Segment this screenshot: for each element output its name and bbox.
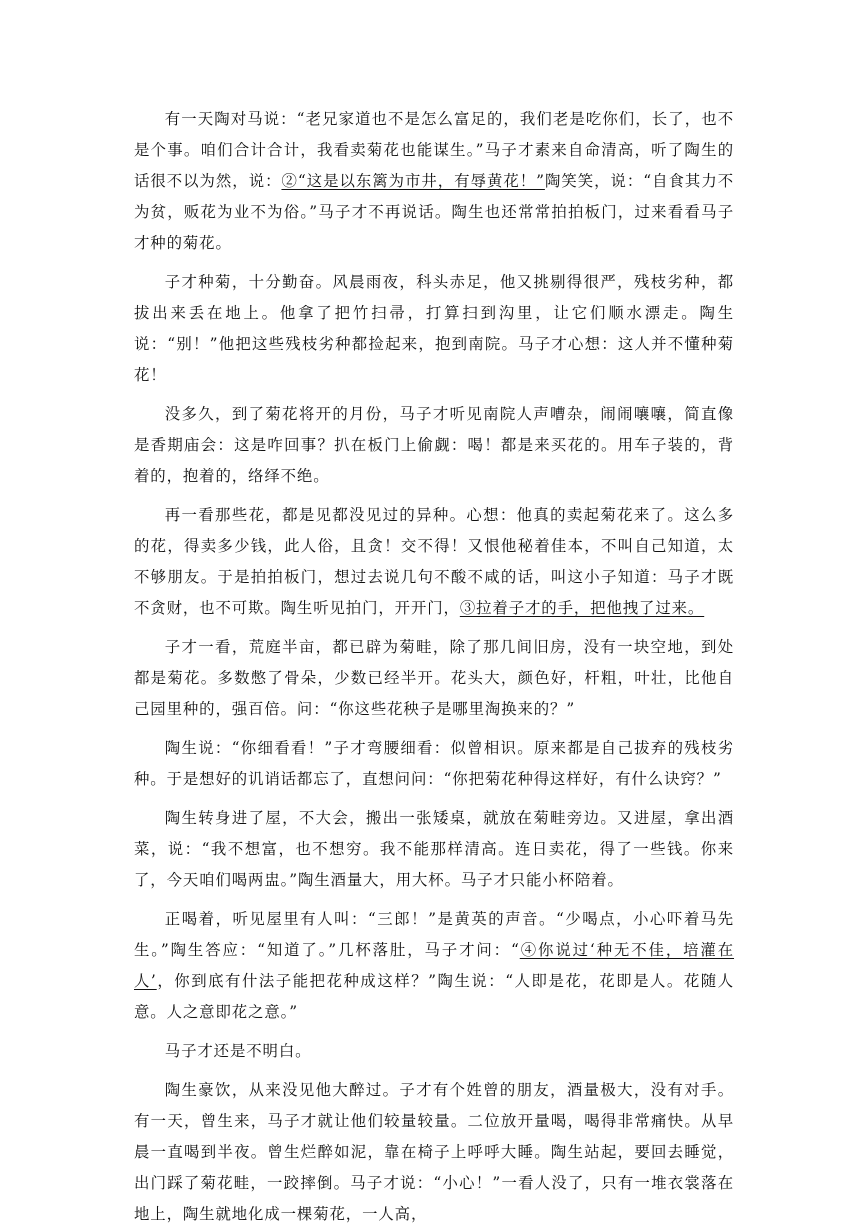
paragraph-5 [134,632,734,725]
paragraph-6 [134,733,734,795]
text-run: 没多久，到了菊花将开的月份，马子才听见南院人声嘈杂，闹闹嚷嚷，简直像是香期庙会：这是咋回事？扒在板门上偷觑：喝！都是来买花的。用车子装的，背着的，抱着的，络绎不绝。 [134,405,734,485]
paragraph-10 [134,1075,734,1230]
text-run: 有一天陶对马说：“老兄家道也不是怎么富足的，我们老是吃你们，长了，也不是个事。咱们合计合计，我看卖菊花也能谋生。”马子才素来自命清高，听了陶生的话很不以为然，说： [134,110,734,190]
text-run: 子才一看，荒庭半亩，都已辟为菊畦，除了那几间旧房，没有一块空地，到处都是菊花。多数憋了骨朵，少数已经半开。花头大，颜色好，杆粗，叶壮，比他自己园里种的，强百倍。问：“你这些花秧子是哪里淘换来的？” [134,638,734,718]
text-run: 陶生转身进了屋，不大会，搬出一张矮桌，就放在菊畦旁边。又进屋，拿出酒菜，说：“我不想富，也不想穷。我不能那样清高。连日卖花，得了一些钱。你来了，今天咱们喝两盅。”陶生酒量大，用大杯。马子才只能小杯陪着。 [134,809,734,889]
paragraph-1 [134,104,734,259]
text-run: ，你到底有什法子能把花种成这样？”陶生说：“人即是花，花即是人。花随人意。人之意即花之意。” [134,972,734,1021]
text-run: 马子才还是不明白。 [164,1042,312,1060]
paragraph-8 [134,904,734,1028]
text-run: 正喝着，听见屋里有人叫：“三郎！”是黄英的声音。“少喝点，小心吓着马先生。”陶生答应：“知道了。”几杯落肚，马子才问：“ [134,910,734,959]
text-run: 再一看那些花，都是见都没见过的异种。心想：他真的卖起菊花来了。这么多的花，得卖多少钱，此人俗，且贪！交不得！又恨他秘着佳本，不叫自己知道，太不够朋友。于是拍拍板门，想过去说几句不酸不咸的话，叫这小子知道：马子才既不贪财，也不可欺。陶生听见拍门，开开门， [134,506,734,617]
text-run: 陶生说：“你细看看！”子才弯腰细看：似曾相识。原来都是自己拔弃的残枝劣种。于是想好的讥诮话都忘了，直想问问：“你把菊花种得这样好，有什么诀窍？” [134,739,734,788]
text-run: 陶笑笑，说：“自食其力不为贫，贩花为业不为俗。”马子才不再说话。陶生也还常常拍拍板门，过来看看马子才种的菊花。 [134,172,734,252]
text-run: 子才种菊，十分勤奋。风晨雨夜，科头赤足，他又挑剔得很严，残枝劣种，都拔出来丢在地上。他拿了把竹扫帚，打算扫到沟里，让它们顺水漂走。陶生说：“别！”他把这些残枝劣种都捡起来，抱到南院。马子才心想：这人并不懂种菊花！ [134,273,734,384]
paragraph-7 [134,803,734,896]
paragraph-9 [134,1036,734,1067]
underlined-sentence-2: ②“这是以东篱为市井，有辱黄花！” [281,172,545,190]
paragraph-2 [134,267,734,391]
text-run: 陶生豪饮，从来没见他大醉过。子才有个姓曾的朋友，酒量极大，没有对手。有一天，曾生来，马子才就让他们较量较量。二位放开量喝，喝得非常痛快。从早晨一直喝到半夜。曾生烂醉如泥，靠在椅子上呼呼大睡。陶生站起，要回去睡觉，出门踩了菊花畦，一跤摔倒。马子才说：“小心！”一看人没了，只有一堆衣裳落在地上，陶生就地化成一棵菊花，一人高， [134,1081,734,1223]
paragraph-4 [134,500,734,624]
underlined-sentence-4: ④你说过‘种无不佳，培灌在人’ [134,941,735,990]
paragraph-3 [134,399,734,492]
underlined-sentence-3: ③拉着子才的手，把他拽了过来。 [459,599,705,617]
